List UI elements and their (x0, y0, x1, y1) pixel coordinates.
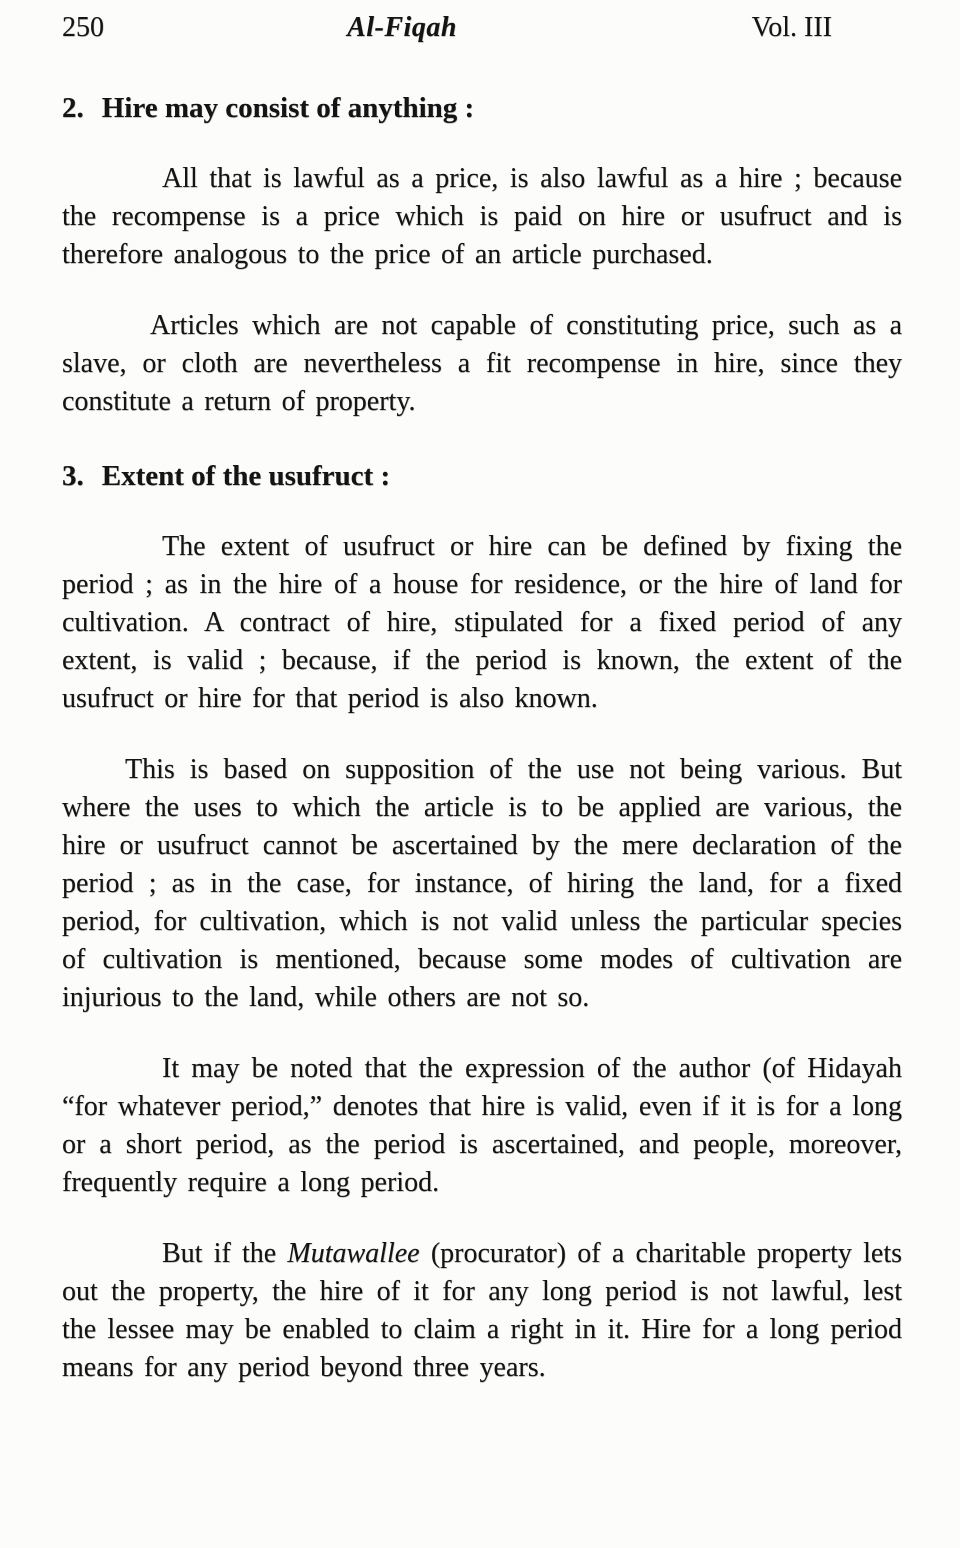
paragraph: All that is lawful as a price, is also lawful as a hire ; because the recompense is a price which is paid on hire or usufruct and is therefore analogous to the price of an article purchased. (62, 163, 902, 270)
paragraph (62, 1235, 902, 1387)
section-extent-of-usufruct (62, 458, 902, 1387)
paragraph-text-before-italic: But if the (162, 1238, 288, 1269)
paragraph: This is based on supposition of the use not being various. But where the uses to which the article is to be applied are various, the hire or usufruct cannot be ascertained by the mere declaration of the period ; as in the case, for instance, of hiring the land, for a fixed period, for cultivation, which is not valid unless the particular species of cultivation is mentioned, because some modes of cultivation are injurious to the land, while others are not so. (62, 754, 902, 1013)
paragraph-text-after-italic: (procurator) of a charitable property lets out the property, the hire of it for any long period is not lawful, lest the lessee may be enabled to claim a right in it. Hire for a long period means for any period beyond three years. (62, 1238, 902, 1383)
paragraph: It may be noted that the expression of the author (of Hidayah “for whatever period,” denotes that hire is valid, even if it is for a long or a short period, as the period is ascertained, and people, moreover, frequently require a long period. (62, 1053, 902, 1198)
italic-term-mutawallee: Mutawallee (287, 1238, 420, 1269)
paragraph: The extent of usufruct or hire can be defined by fixing the period ; as in the hire of a house for residence, or the hire of land for cultivation. A contract of hire, stipulated for a fixed period of any extent, is valid ; because, if the period is known, the extent of the usufruct or hire for that period is also known. (62, 531, 902, 714)
page-number: 250 (62, 12, 104, 43)
section-title: Hire may consist of anything : (101, 92, 475, 124)
section-heading (62, 90, 902, 126)
volume-label: Vol. III (751, 12, 832, 43)
paragraph: Articles which are not capable of constituting price, such as a slave, or cloth are nevertheless a fit recompense in hire, since they constitute a return of property. (62, 310, 902, 417)
section-title: Extent of the usufruct : (101, 460, 391, 492)
section-number: 3. (62, 460, 84, 492)
section-hire-may-consist (62, 90, 902, 421)
page-header (62, 12, 902, 48)
section-number: 2. (62, 92, 84, 124)
book-title: Al-Fiqah (347, 12, 457, 43)
section-heading (62, 458, 902, 494)
